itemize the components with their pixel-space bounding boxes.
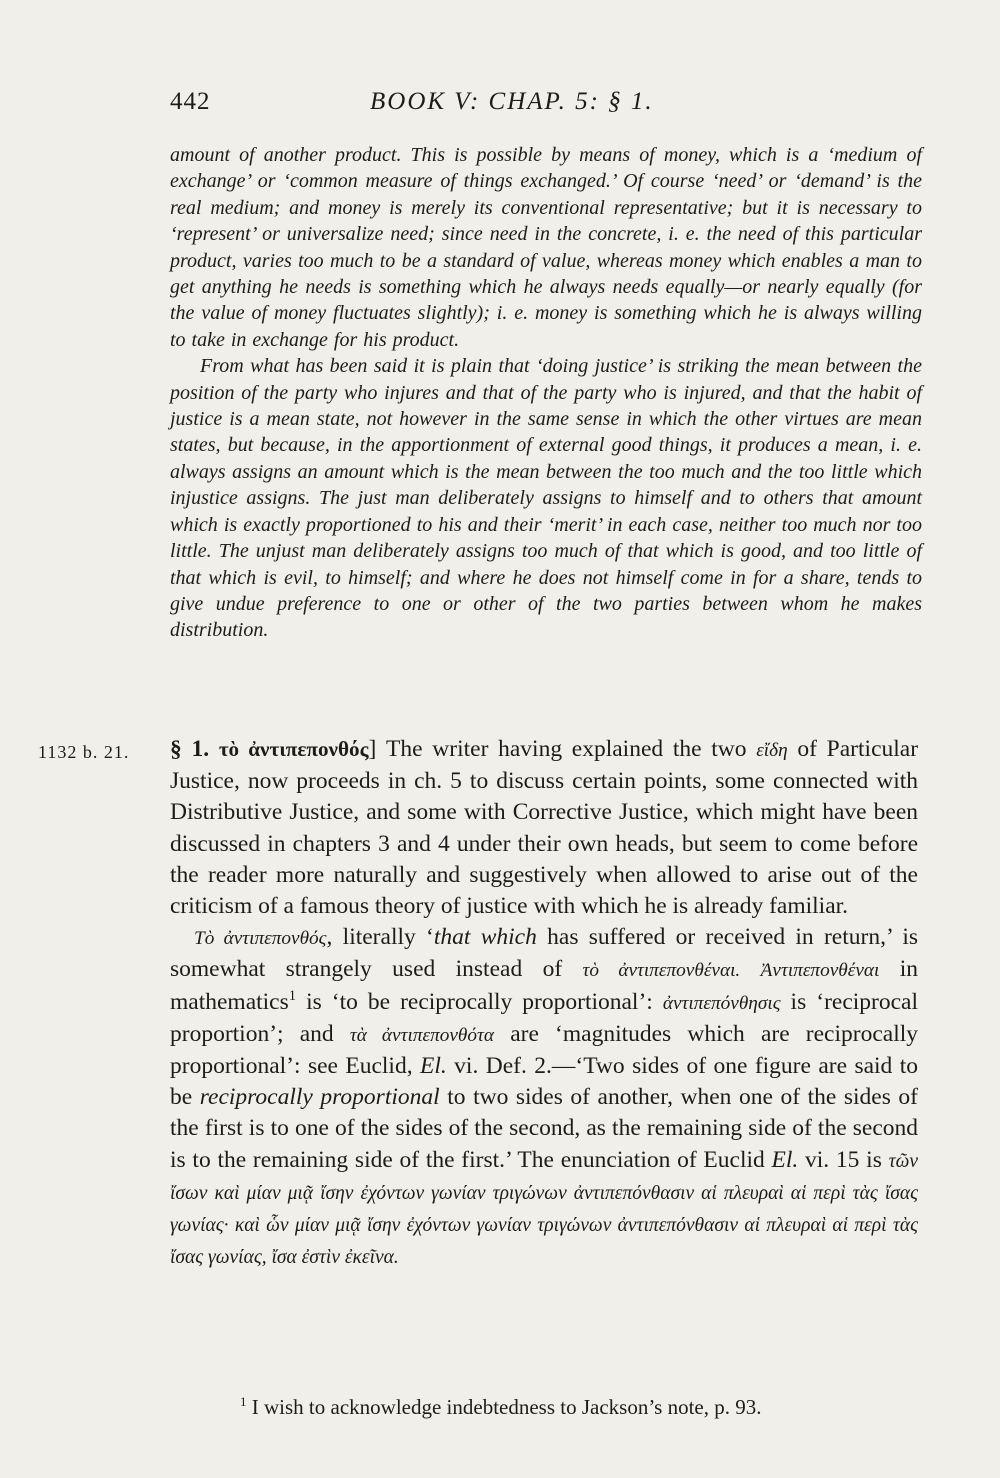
commentary-paragraph-2 [170,922,918,1273]
greek-term: Ἀντιπεπονθέναι [760,960,880,982]
commentary-text: is ‘to be reciprocally proportional’: [296,988,653,1015]
commentary-text: is ‘reciprocal proportion’; and [170,988,918,1047]
footnote [240,1395,920,1420]
italic-text: El. [420,1053,447,1080]
commentary-text: to two sides of another, when one of the sides of the first is to one of the sides of the second, as the remaining side of the second is to the remaining side of the first.’ The enunciation of Euclid [170,1084,918,1173]
summary-paragraph-1: amount of another product. This is possible by means of money, which is a ‘medium of exchange’ or ‘common measure of things exchanged.’ Of course ‘need’ or ‘demand’ is the real medium; and money is merely its conventional representative; but it is necessary to ‘represent’ or universalize need; since need in the concrete, i. e. the need of this particular product, varies too much to be a standard of value, whereas money which enables a man to get anything he needs is something which he always needs equally—or nearly equally (for the value of money fluctuates slightly); i. e. money is something which he is always willing to take in exchange for his product. [170,144,922,351]
commentary-text: , literally ‘ [326,924,434,951]
footnote-text: I wish to acknowledge indebtedness to Jackson’s note, p. 93. [246,1395,762,1419]
greek-quotation: τῶν ἴσων καὶ μίαν μιᾷ ἴσην ἐχόντων γωνίαν τριγώνων ἀντιπεπόνθασιν αἱ πλευραὶ αἱ περὶ τὰς ἴσας γωνίας· καὶ ὧν μίαν μιᾷ ἴσην ἐχόντων γωνίαν τριγώνων ἀντιπεπόνθασιν αἱ πλευραὶ αἱ περὶ τὰς ἴσας γωνίας, ἴσα ἐστὶν ἐκεῖνα. [170,1150,919,1269]
commentary-paragraph-1 [170,734,918,922]
commentary-text: are ‘magnitudes which are reciprocally proportional’: see Euclid, [170,1020,919,1080]
footnote-number: 1 [240,1394,247,1409]
italic-text: reciprocally proportional [199,1084,440,1111]
chapter-heading: BOOK V: CHAP. 5: § 1. [370,88,654,115]
greek-term: τὸ ἀντιπεπονθέναι. [582,960,741,982]
greek-term: Τὸ ἀντιπεπονθός [194,928,327,950]
footnote-marker: 1 [288,987,297,1004]
summary-paragraph-2: From what has been said it is plain that ‘doing justice’ is striking the mean between the position of the party who injures and that of the party who is injured, and that the habit of justice is a mean state, not however in the same sense in which the other virtues are mean states, but because, in the apportionment of external good things, it produces a mean, i. e. always assigns an amount which is the mean between the too much and the too little which injustice assigns. The just man deliberately assigns to himself and to others that amount which is exactly proportioned to his and their ‘merit’ in each case, neither too much nor too little. The unjust man deliberately assigns too much of that which is good, and too little of that which is evil, to himself; and where he does not himself come in for a share, tends to give undue preference to one or other of the two parties between whom he makes distribution. [170,355,922,642]
commentary [170,734,918,1273]
commentary-text: vi. Def. 2.—‘Two sides of one figure are said to be [170,1053,918,1111]
lemma-greek: τὸ ἀντιπεπονθός [218,737,369,761]
commentary-text: in mathematics [170,956,918,1015]
greek-term: ἀντιπεπόνθησις [662,992,781,1014]
commentary-text: has suffered or received in return,’ is somewhat strangely used instead of [170,924,918,983]
commentary-text: of Particular Justice, now proceeds in ch. 5 to discuss certain points, some connected with Distributive Justice, and some with Corrective Justice, which might have been discussed in chapters 3 and 4 under their own heads, but seem to come before the reader more naturally and suggestively when allowed to arise out of the criticism of a famous theory of justice with which he is already familiar. [170,736,919,920]
commentary-text: ] The writer having explained the two [368,736,747,762]
commentary-text: vi. 15 is [798,1146,882,1173]
greek-term: εἴδη [756,740,788,761]
section-mark: § 1. [170,736,210,762]
greek-term: τὰ ἀντιπεπονθότα [349,1024,495,1046]
chapter-summary [170,142,922,644]
running-head [170,88,920,122]
italic-text: that which [433,924,537,951]
marginal-reference: 1132 b. 21. [38,742,130,762]
italic-text: El. [771,1146,799,1173]
page-number: 442 [170,88,211,115]
